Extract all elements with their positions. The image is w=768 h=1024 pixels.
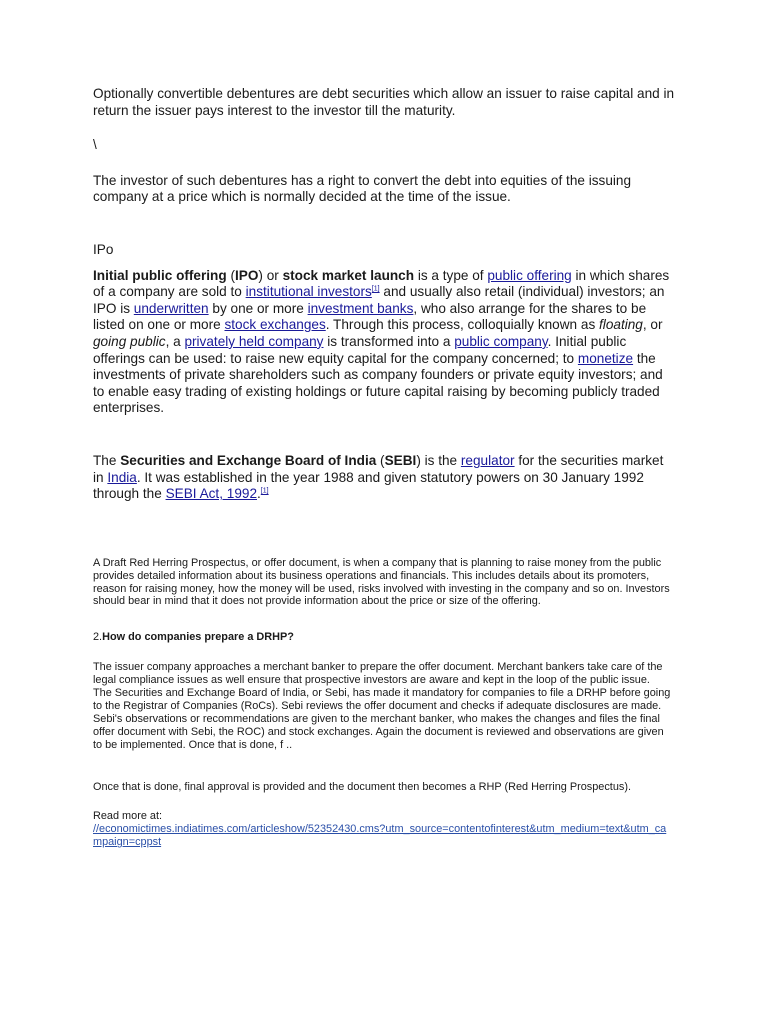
text: ( (226, 267, 235, 283)
text: ) or (258, 267, 283, 283)
text: ) is the (416, 452, 461, 468)
document-body (93, 86, 675, 849)
text: and usually also retail (individual) investors; an IPO is (93, 284, 665, 316)
text: the investments of private shareholders such as company founders or private equity investors; and to enable easy trading of existing holdings or future capital raising by becoming publicly traded enterprises. (93, 350, 663, 416)
link-regulator[interactable]: regulator (460, 452, 515, 468)
stray-backslash: \ (93, 137, 97, 153)
term-initial-public-offering: Initial public offering (93, 267, 227, 283)
term-going-public: going public (93, 333, 166, 349)
link-sebi-act-1992[interactable]: SEBI Act, 1992 (165, 486, 258, 502)
link-institutional-investors[interactable]: institutional investors (245, 284, 372, 300)
ipo-heading: IPo (93, 241, 114, 257)
question-text: How do companies prepare a DRHP? (102, 631, 294, 644)
text: . Through this process, colloquially known as (325, 317, 600, 333)
link-public-company[interactable]: public company (454, 333, 548, 349)
paragraph-sebi (93, 453, 675, 503)
text: is transformed into a (323, 333, 455, 349)
link-monetize[interactable]: monetize (577, 350, 634, 366)
link-investment-banks[interactable]: investment banks (307, 300, 414, 316)
term-ipo: IPO (234, 267, 259, 283)
term-sebi: SEBI (384, 452, 417, 468)
term-stock-market-launch: stock market launch (282, 267, 415, 283)
paragraph-sebi-review: The Securities and Exchange Board of India, or Sebi, has made it mandatory for companies to file a DRHP before going to the Registrar of Companies (RoCs). Sebi reviews the offer document and checks if adequate disclosures are made. Sebi's observations or recommendations are given to the merchant banker, who makes the changes and files the final offer document with Sebi, the ROC) and stock exchanges. Again the document is reviewed and observations are given to be implemented. Once that is done, f .. (93, 687, 671, 751)
link-privately-held-company[interactable]: privately held company (184, 333, 324, 349)
paragraph-final-approval: Once that is done, final approval is provided and the document then becomes a RHP (Red Herring Prospectus). (93, 780, 631, 793)
term-sebi-full: Securities and Exchange Board of India (120, 452, 377, 468)
term-floating: floating (599, 317, 643, 333)
paragraph-ocd-definition: Optionally convertible debentures are debt securities which allow an issuer to raise capital and in return the issuer pays interest to the investor till the maturity. (93, 86, 675, 118)
paragraph-merchant-banker: The issuer company approaches a merchant banker to prepare the offer document. Merchant bankers take care of the legal compliance issues as well ensure that prospective investors are aware and kept in the loop of the public issue. (93, 661, 663, 687)
text: . Initial public offerings can be used: to raise new equity capital for the company concerned; to (93, 333, 627, 366)
text: , a (165, 333, 185, 349)
text: ( (376, 452, 385, 468)
paragraph-conversion-right: The investor of such debentures has a right to convert the debt into equities of the issuing company at a price which is normally decided at the time of the issue. (93, 172, 632, 205)
text: is a type of (414, 267, 488, 283)
link-stock-exchanges[interactable]: stock exchanges (224, 317, 326, 333)
footnote-ref-link[interactable]: [1] (260, 487, 269, 495)
read-more-label: Read more at: (93, 810, 163, 823)
text: for the securities market in (93, 452, 664, 485)
paragraph-drhp-definition: A Draft Red Herring Prospectus, or offer document, is when a company that is planning to raise money from the public provides detailed information about its business operations and financials. This includes details about its promoters, reason for raising money, how the money will be used, risks involved with investing in the company and so on. Investors should bear in mind that it does not provide information about the price or size of the offering. (93, 556, 670, 608)
footnote-ref-link[interactable]: [1] (371, 285, 380, 293)
text: by one or more (208, 300, 308, 316)
link-india[interactable]: India (107, 469, 137, 485)
question-heading (93, 631, 675, 644)
text: The (93, 452, 121, 468)
question-number: 2. (93, 631, 103, 644)
text: . (257, 486, 261, 502)
read-more-paragraph (93, 823, 675, 849)
text: . It was established in the year 1988 and given statutory powers on 30 January 1992 through the (93, 469, 644, 502)
text: , who also arrange for the shares to be listed on one or more (93, 300, 647, 333)
text: , or (642, 317, 663, 333)
paragraph-ipo (93, 268, 675, 417)
read-more-link[interactable]: //economictimes.indiatimes.com/articleshow/52352430.cms?utm_source=contentofinterest&utm_medium=text&utm_campaign=cppst (93, 823, 667, 849)
text: in which shares of a company are sold to (93, 267, 670, 300)
link-public-offering[interactable]: public offering (487, 267, 572, 283)
link-underwritten[interactable]: underwritten (133, 300, 209, 316)
